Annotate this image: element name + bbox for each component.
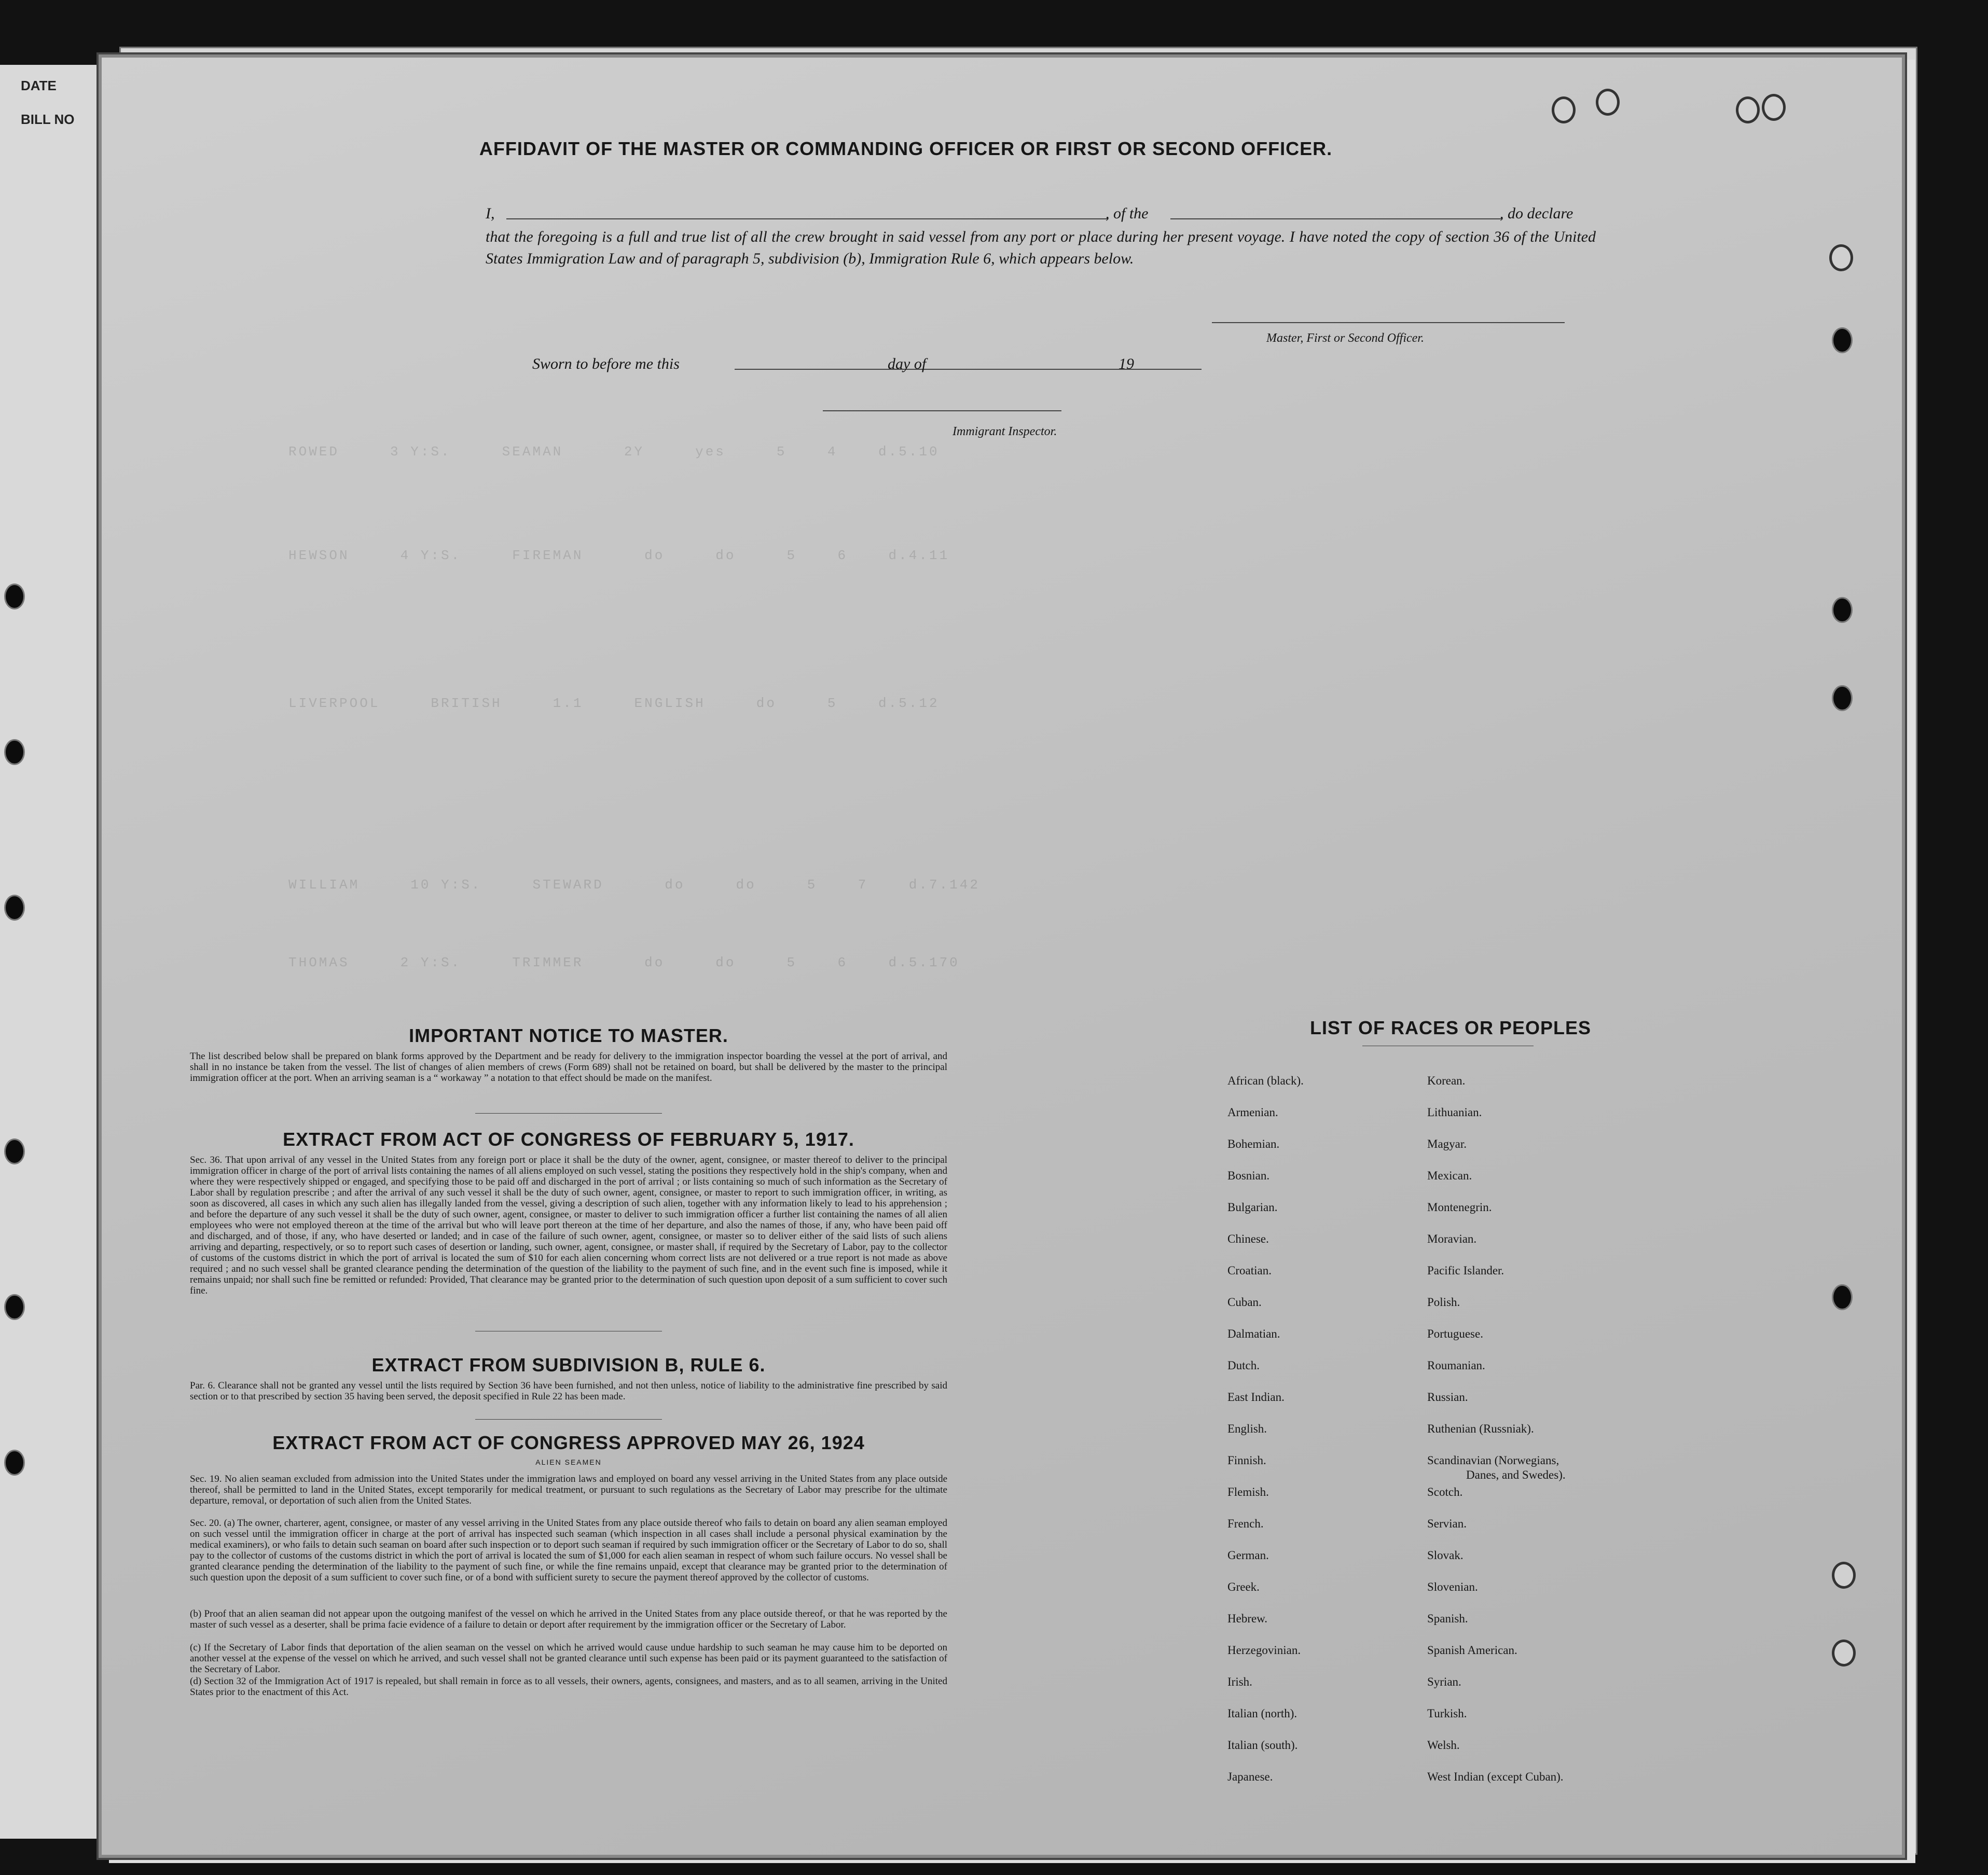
race-left-item: Herzegovinian. bbox=[1227, 1644, 1301, 1657]
race-right-item: Scandinavian (Norwegians, bbox=[1427, 1454, 1559, 1467]
notice-text: The list described below shall be prepared on blank forms approved by the Department and be ready for delivery to the immigration inspector boarding the vessel at the port of arrival, and shall in no instance be taken from the vessel. The list of changes of alien members of crews (Form 689) shall not be retained on board, but shall be delivered by the master to the principal immigration officer at the port. When an arriving seaman is a “ workaway ” a notation to that effect should be made on the manifest. bbox=[190, 1051, 947, 1084]
extract-1924-sec20b: (b) Proof that an alien seaman did not appear upon the outgoing manifest of the vessel on which he arrived in the United States from any place outside thereof, or that he was reported by the master of such vessel as a deserter, shall be prima facie evidence of a failure to detain or deport after requirement by the immigration officer or the Secretary of Labor. bbox=[190, 1608, 947, 1630]
binder-ring-icon bbox=[1596, 89, 1620, 116]
binder-ring-icon bbox=[1552, 96, 1576, 123]
race-right-item: Slovak. bbox=[1427, 1549, 1464, 1562]
race-right-item: Portuguese. bbox=[1427, 1327, 1483, 1340]
race-left-item: Dutch. bbox=[1227, 1359, 1260, 1372]
race-left-item: African (black). bbox=[1227, 1074, 1304, 1087]
race-left-item: English. bbox=[1227, 1422, 1267, 1435]
race-right-item: Magyar. bbox=[1427, 1137, 1467, 1150]
day-of-text: day of bbox=[888, 355, 927, 372]
race-right-item: Spanish. bbox=[1427, 1612, 1468, 1625]
race-right-item: Polish. bbox=[1427, 1296, 1460, 1309]
binder-ring-icon bbox=[1829, 244, 1853, 271]
race-left-item: Dalmatian. bbox=[1227, 1327, 1280, 1340]
race-left-item: Armenian. bbox=[1227, 1106, 1278, 1119]
race-right-item: Turkish. bbox=[1427, 1707, 1467, 1720]
extract-1917-title: EXTRACT FROM ACT OF CONGRESS OF FEBRUARY 5, 1917. bbox=[283, 1129, 854, 1150]
race-right-item: Spanish American. bbox=[1427, 1644, 1517, 1657]
race-right-item: Ruthenian (Russniak). bbox=[1427, 1422, 1534, 1435]
extract-1924-sec19: Sec. 19. No alien seaman excluded from admission into the United States under the immigration laws and employed on board any vessel arriving in the United States from any place outside thereof, shall be permitted to land in the United States, except temporarily for medical treatment, or pursuant to such regulations as the Secretary of Labor may prescribe for the ultimate departure, removal, or deportation of such alien from the United States. bbox=[190, 1474, 947, 1506]
manifest-page bbox=[99, 54, 1905, 1858]
sworn-text: Sworn to before me this bbox=[532, 355, 680, 372]
bleed-through-text: THOMAS 2 Y:S. TRIMMER do do 5 6 d.5.170 bbox=[288, 955, 960, 970]
bleed-through-text: HEWSON 4 Y:S. FIREMAN do do 5 6 d.4.11 bbox=[288, 548, 950, 563]
race-right-item: Roumanian. bbox=[1427, 1359, 1485, 1372]
affidavit-i: I, bbox=[486, 205, 495, 222]
bleed-through-text: WILLIAM 10 Y:S. STEWARD do do 5 7 d.7.142 bbox=[288, 877, 980, 893]
year-text: 19 bbox=[1119, 355, 1134, 372]
race-right-item: Scotch. bbox=[1427, 1485, 1463, 1498]
race-right-item: West Indian (except Cuban). bbox=[1427, 1770, 1564, 1783]
race-left-item: Croatian. bbox=[1227, 1264, 1272, 1277]
race-left-item: Japanese. bbox=[1227, 1770, 1273, 1783]
master-caption: Master, First or Second Officer. bbox=[1266, 331, 1424, 345]
race-right-item: Moravian. bbox=[1427, 1232, 1477, 1245]
rule6-title: EXTRACT FROM SUBDIVISION B, RULE 6. bbox=[371, 1354, 766, 1376]
race-right-item: Slovenian. bbox=[1427, 1580, 1478, 1593]
binder-ring-icon bbox=[1736, 96, 1760, 123]
race-right-continuation: Danes, and Swedes). bbox=[1466, 1468, 1566, 1481]
race-left-item: Finnish. bbox=[1227, 1454, 1266, 1467]
bleed-through-text: LIVERPOOL BRITISH 1.1 ENGLISH do 5 d.5.12 bbox=[288, 696, 940, 711]
master-signature-blank[interactable] bbox=[1212, 322, 1565, 323]
punch-hole-icon bbox=[4, 739, 25, 765]
race-left-item: Chinese. bbox=[1227, 1232, 1269, 1245]
race-left-item: East Indian. bbox=[1227, 1391, 1285, 1404]
rule6-text: Par. 6. Clearance shall not be granted any vessel until the lists required by Section 36 have been furnished, and not then unless, notice of liability to the administrative fine prescribed by said section or to that prescribed by section 35 having been served, the deposit specified in Rule 22 has been made. bbox=[190, 1380, 947, 1402]
race-right-item: Montenegrin. bbox=[1427, 1201, 1492, 1214]
binder-ring-icon bbox=[1832, 1562, 1856, 1589]
bleed-through-text: ROWED 3 Y:S. SEAMAN 2Y yes 5 4 d.5.10 bbox=[288, 444, 940, 460]
race-left-item: Italian (north). bbox=[1227, 1707, 1297, 1720]
race-right-item: Syrian. bbox=[1427, 1675, 1461, 1688]
punch-hole-icon bbox=[4, 895, 25, 921]
race-left-item: Italian (south). bbox=[1227, 1739, 1298, 1752]
sworn-day-blank[interactable] bbox=[735, 369, 984, 370]
race-left-item: Hebrew. bbox=[1227, 1612, 1268, 1625]
inspector-signature-blank[interactable] bbox=[823, 410, 1061, 411]
affidavit-body: that the foregoing is a full and true list of all the crew brought in said vessel from any port or place during her present voyage. I have noted the copy of section 36 of the United States Immigration Law and of paragraph 5, subdivision (b), Immigration Rule 6, which appears below. bbox=[486, 228, 1596, 267]
punch-hole-icon bbox=[4, 1450, 25, 1476]
extract-1917-text: Sec. 36. That upon arrival of any vessel in the United States from any foreign port or place it shall be the duty of the owner, agent, consignee, or master thereof to deliver to the principal immigration officer in charge of the port of arrival lists containing the names of all aliens employed on such vessel, stating the positions they respectively hold in the ship's company, when and where they were respectively shipped or engaged, and specifying those to be paid off and discharged in the port of arrival ; or lists containing so much of such information as the Secretary of Labor shall by regulation prescribe ; and after the arrival of any such vessel it shall be the duty of such owner, agent, consignee, or master to report to such immigration officer, in writing, as soon as discovered, all cases in which any such alien has illegally landed from the vessel, giving a description of such alien, together with any information likely to lead to his apprehension ; and before the departure of any such vessel it shall be the duty of such owner, agent, consignee, or master to deliver to such immigration officer a further list containing the names of all alien employees who were not employed thereon at the time of the arrival but who will leave port thereon at the time of her departure, and also the names of those, if any, who have been paid off and discharged, and of those, if any, who have deserted or landed; and in case of the failure of such owner, agent, consignee, or master so to deliver either of the said lists of such aliens arriving and departing, respectively, or so to report such cases of desertion or landing, such owner, agent, consignee, or master shall, if required by the Secretary of Labor, pay to the collector of customs of the customs district in which the port of arrival is located the sum of $10 for each alien concerning whom correct lists are not delivered or a true report is not made as above required ; and no such vessel shall be granted clearance pending the determination of the question of the liability to the payment of such fine, and in the event such fine is imposed, while it remains unpaid; nor shall such fine be remitted or refunded: Provided, That clearance may be granted prior to the determination of such question upon deposit of a sum sufficient to cover such fine. bbox=[190, 1155, 947, 1296]
affidavit-of-the: , of the bbox=[1106, 205, 1149, 222]
race-right-item: Russian. bbox=[1427, 1391, 1468, 1404]
race-right-item: Servian. bbox=[1427, 1517, 1467, 1530]
punch-hole-icon bbox=[4, 1138, 25, 1164]
punch-hole-icon bbox=[1832, 685, 1853, 711]
race-left-item: Cuban. bbox=[1227, 1296, 1262, 1309]
divider bbox=[475, 1419, 662, 1420]
race-right-item: Lithuanian. bbox=[1427, 1106, 1482, 1119]
race-left-item: Bosnian. bbox=[1227, 1169, 1270, 1182]
race-left-item: French. bbox=[1227, 1517, 1264, 1530]
punch-hole-icon bbox=[1832, 597, 1853, 623]
notice-title: IMPORTANT NOTICE TO MASTER. bbox=[409, 1025, 728, 1046]
inspector-caption: Immigrant Inspector. bbox=[952, 425, 1057, 438]
race-right-item: Mexican. bbox=[1427, 1169, 1472, 1182]
vessel-name-blank[interactable] bbox=[1170, 218, 1502, 219]
race-left-item: Bohemian. bbox=[1227, 1137, 1280, 1150]
sworn-month-blank[interactable] bbox=[952, 369, 1202, 370]
bill-margin-label: BILL NO bbox=[21, 112, 75, 127]
race-right-item: Welsh. bbox=[1427, 1739, 1460, 1752]
race-left-item: German. bbox=[1227, 1549, 1269, 1562]
punch-hole-icon bbox=[1832, 1284, 1853, 1310]
race-left-item: Flemish. bbox=[1227, 1485, 1269, 1498]
affidavit-do-declare: , do declare bbox=[1500, 205, 1573, 222]
race-right-item: Korean. bbox=[1427, 1074, 1466, 1087]
officer-name-blank[interactable] bbox=[506, 218, 1108, 219]
extract-1924-sec20c: (c) If the Secretary of Labor finds that deportation of the alien seaman on the vessel on which he arrived would cause undue hardship to such seaman he may cause him to be deported on another vessel at the expense of the vessel on which he arrived, and such vessel shall not be granted clearance until such expense has been paid or its payment guaranteed to the satisfaction of the Secretary of Labor. bbox=[190, 1642, 947, 1675]
underlying-sheet-edge bbox=[0, 65, 99, 1839]
punch-hole-icon bbox=[4, 1294, 25, 1320]
affidavit-title: AFFIDAVIT OF THE MASTER OR COMMANDING OFFICER OR FIRST OR SECOND OFFICER. bbox=[479, 138, 1333, 159]
binder-ring-icon bbox=[1832, 1640, 1856, 1666]
alien-seamen-subtitle: ALIEN SEAMEN bbox=[535, 1458, 602, 1466]
extract-1924-sec20a: Sec. 20. (a) The owner, charterer, agent, consignee, or master of any vessel arriving in the United States from any place outside thereof who fails to detain on board any alien seaman employed on such vessel until the immigration officer in charge at the port of arrival has inspected such seaman (which inspection in all cases shall include a personal physical examination by the medical examiners), or who fails to detain such seaman on board after such inspection or to deport such seaman if required by such immigration officer or the Secretary of Labor to do so, shall pay to the collector of customs of the customs district in which the port of arrival is located the sum of $1,000 for each alien seaman in respect of whom such failure occurs. No vessel shall be granted clearance pending the determination of the liability to the payment of such fine, or while the fine remains unpaid, except that clearance may be granted prior to the determination of such question upon the deposit of a sum sufficient to cover such fine, or of a bond with sufficient surety to secure the payment thereof approved by the collector of customs. bbox=[190, 1518, 947, 1583]
race-left-item: Bulgarian. bbox=[1227, 1201, 1278, 1214]
races-title: LIST OF RACES OR PEOPLES bbox=[1309, 1017, 1592, 1038]
divider bbox=[475, 1113, 662, 1114]
date-margin-label: DATE bbox=[21, 78, 57, 93]
extract-1924-sec20d: (d) Section 32 of the Immigration Act of 1917 is repealed, but shall remain in force as to all vessels, their owners, agents, consignees, and masters, and as to all seamen, arriving in the United States prior to the enactment of this Act. bbox=[190, 1676, 947, 1698]
race-right-item: Pacific Islander. bbox=[1427, 1264, 1504, 1277]
race-left-item: Irish. bbox=[1227, 1675, 1252, 1688]
punch-hole-icon bbox=[1832, 327, 1853, 353]
binder-ring-icon bbox=[1762, 94, 1786, 121]
extract-1924-title: EXTRACT FROM ACT OF CONGRESS APPROVED MAY 26, 1924 bbox=[272, 1432, 865, 1453]
punch-hole-icon bbox=[4, 584, 25, 609]
race-left-item: Greek. bbox=[1227, 1580, 1260, 1593]
